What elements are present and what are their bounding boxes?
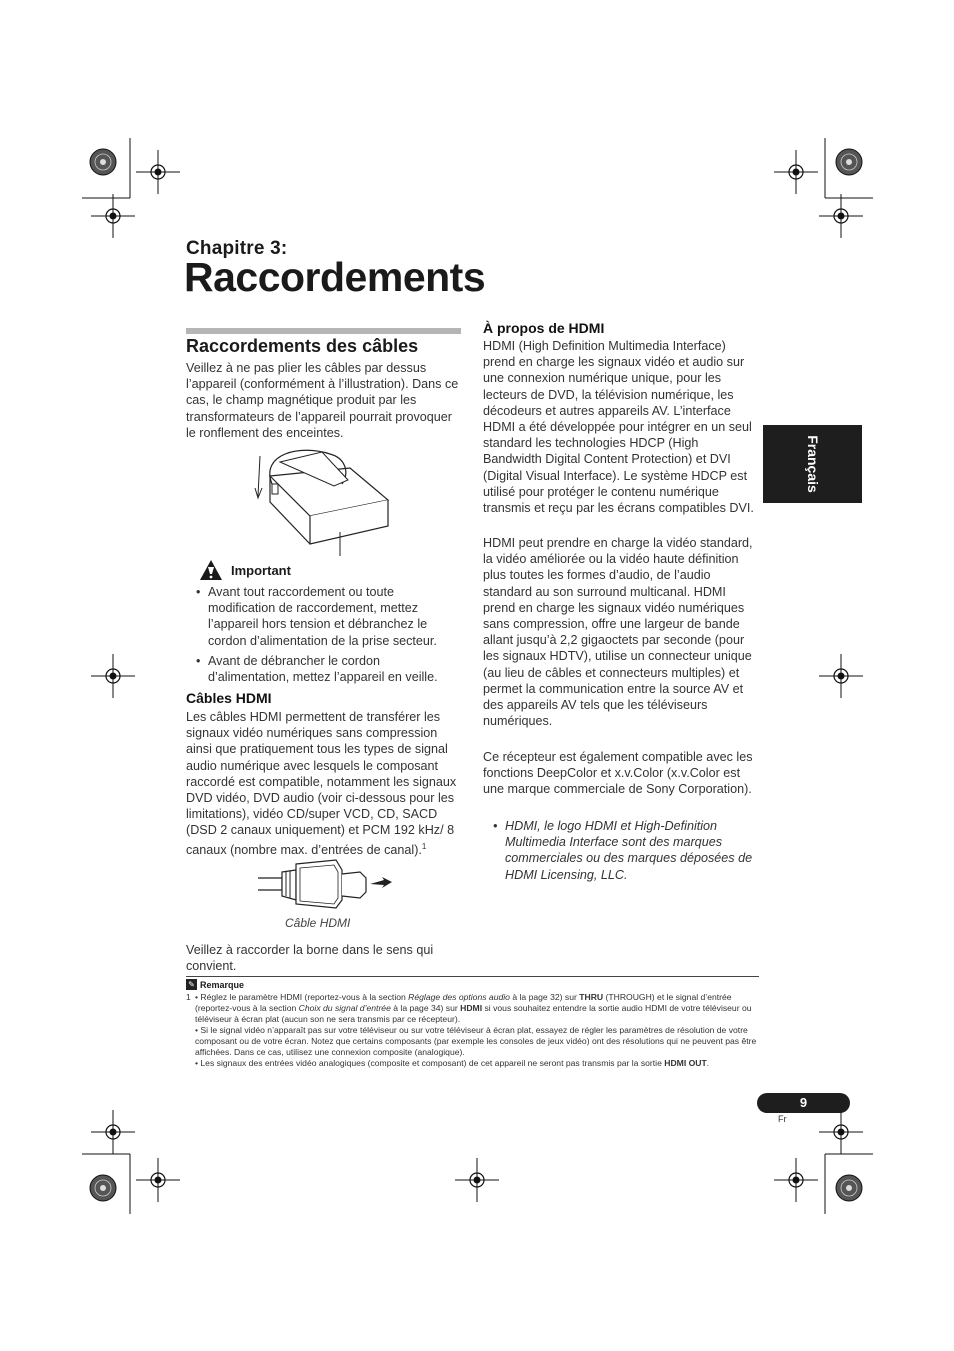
cable-over-unit-illustration <box>250 444 392 556</box>
note-label: Remarque <box>200 979 245 990</box>
about-hdmi-paragraph-1: HDMI (High Definition Multimedia Interface) prend en charge les signaux vidéo et audio sur une connexion numérique unique, pour les lecteurs de DVD, la télévision numérique, les décodeurs et autres appareils AV. L’interface HDMI a été développée pour intégrer en un seul standard les technologies HDCP (High Bandwidth Digital Content Protection) et DVI (Digital Visual Interface). Le système HDCP est utilisé pour protéger le contenu numérique transmis et reçu par les écrans compatibles DVI. <box>483 339 754 516</box>
important-list <box>186 584 462 689</box>
intro-paragraph: Veillez à ne pas plier les câbles par dessus l’appareil (conformément à l’illustration). Dans ce cas, le champ magnétique produit par les transformateurs de l’appareil pourrait provoquer le ronflement des enceintes. <box>186 361 459 440</box>
fn-text: Les signaux des entrées vidéo analogiques (composite et composant) de cet appareil ne seront pas transmis par la sortie <box>200 1058 665 1068</box>
important-item: • Avant de débrancher le cordon d’alimentation, mettez l’appareil en veille. <box>186 653 462 685</box>
language-tab <box>763 425 862 503</box>
fn-text: Réglez le paramètre HDMI (reportez-vous à la section <box>200 992 409 1002</box>
note-heading <box>186 979 244 990</box>
section-rule <box>186 328 461 334</box>
fn-bold: HDMI <box>460 1003 483 1013</box>
fn-text: (THROUGH) et le signal d’entrée (reportez-vous à la section <box>195 992 732 1013</box>
trademark-list <box>483 818 759 887</box>
fn-bold: HDMI OUT <box>664 1058 707 1068</box>
fn-bold: THRU <box>579 992 604 1002</box>
footnote-number: 1 <box>186 992 191 1002</box>
important-heading <box>199 559 291 581</box>
footnote-bullet: • Si le signal vidéo n’apparaît pas sur votre téléviseur ou sur votre téléviseur à écran plat, essayez de régler les paramètres de résolution de votre composant ou de votre écran. Notez que certains composants (par exemple les consoles de jeux vidéo) ont des résolutions qui ne peuvent pas être affichées. Dans ce cas, utilisez une connexion composite (analogique). <box>195 1025 757 1057</box>
footnote-mark: 1 <box>421 841 427 851</box>
important-label: Important <box>231 562 291 578</box>
footnote-body <box>195 992 760 1069</box>
hdmi-connector-illustration <box>256 856 396 912</box>
section-heading: Raccordements des câbles <box>186 336 419 356</box>
about-hdmi-paragraph-2: HDMI peut prendre en charge la vidéo standard, la vidéo améliorée ou la vidéo haute définition plus toutes les formes d’audio, de l’audio standard au son surround multicanal. HDMI prend en charge les signaux vidéo numériques sans compression, offre une largeur de bande allant jusqu’à 2,2 gigaoctets par seconde (pour les signaux HDTV), utilise un connecteur unique (au lieu de câbles et connecteurs multiples) et permet la communication entre la source AV et des appareils AV tels que les téléviseurs numériques. <box>483 536 753 729</box>
fn-italic: Choix du signal d’entrée <box>298 1003 391 1013</box>
footnote-1 <box>186 992 760 1069</box>
chapter-label: Chapitre 3: <box>186 238 288 259</box>
footnote-bullet: • Les signaux des entrées vidéo analogiques (composite et composant) de cet appareil ne seront pas transmis par la sortie HDMI OUT. <box>195 1058 710 1068</box>
page-language: Fr <box>778 1114 787 1124</box>
warning-icon <box>199 559 223 581</box>
chapter-title: Raccordements <box>184 254 486 300</box>
trademark-item: • HDMI, le logo HDMI et High-Definition Multimedia Interface sont des marques commerciales ou des marques déposées de HDMI Licensing, LLC. <box>483 818 759 883</box>
footnote-bullet: • Réglez le paramètre HDMI (reportez-vous à la section Réglage des options audio à la page 32) sur THRU (THROUGH) et le signal d’entrée (reportez-vous à la section Choix du signal d’entrée à la page 34) sur HDMI si vous souhaitez entendre la sortie audio HDMI de votre téléviseur ou téléviseur à écran plat (aucun son ne sera transmis par ce récepteur). <box>195 992 752 1024</box>
hdmi-cables-heading: Câbles HDMI <box>186 690 272 706</box>
fn-text: Si le signal vidéo n’apparaît pas sur votre téléviseur ou sur votre téléviseur à écran plat, essayez de régler les paramètres de résolution de votre composant ou de votre écran. Notez que certains composants (par exemple les consoles de jeux vidéo) ont des résolutions qui ne peuvent pas être affichées. Dans ce cas, utilisez une connexion composite (analogique). <box>195 1025 757 1057</box>
page-number: 9 <box>757 1093 850 1113</box>
fn-text: à la page 34) sur <box>390 1003 461 1013</box>
hdmi-cables-paragraph <box>186 709 462 858</box>
cable-caption: Câble HDMI <box>285 916 351 930</box>
about-hdmi-paragraph-3: Ce récepteur est également compatible avec les fonctions DeepColor et x.v.Color (x.v.Color est une marque commerciale de Sony Corporation). <box>483 750 753 797</box>
note-icon: ✎ <box>186 979 197 990</box>
hdmi-cables-text: Les câbles HDMI permettent de transférer les signaux vidéo numériques sans compression ainsi que pratiquement tous les types de signal audio numérique avec lesquels le composant raccordé est compatible, notamment les signaux DVD vidéo, DVD audio (voir ci-dessous pour les limitations), vidéo CD/super VCD, CD, SACD (DSD 2 canaux uniquement) et PCM 192 kHz/ 8 canaux (nombre max. d’entrées de canal). <box>186 710 457 857</box>
fn-text: à la page 32) sur <box>509 992 580 1002</box>
fn-text: . <box>706 1058 710 1068</box>
note-rule <box>186 976 759 977</box>
language-tab-label: Français <box>804 435 821 493</box>
cable-note: Veillez à raccorder la borne dans le sens qui convient. <box>186 943 434 974</box>
important-item: • Avant tout raccordement ou toute modification de raccordement, mettez l’appareil hors tension et débranchez le cordon d’alimentation de la prise secteur. <box>186 584 462 649</box>
fn-text: si vous souhaitez entendre la sortie audio HDMI de votre téléviseur ou téléviseur à écran plat (aucun son ne sera transmis par ce récepteur). <box>195 1003 752 1024</box>
fn-italic: Réglage des options audio <box>408 992 510 1002</box>
about-hdmi-heading: À propos de HDMI <box>483 320 605 336</box>
